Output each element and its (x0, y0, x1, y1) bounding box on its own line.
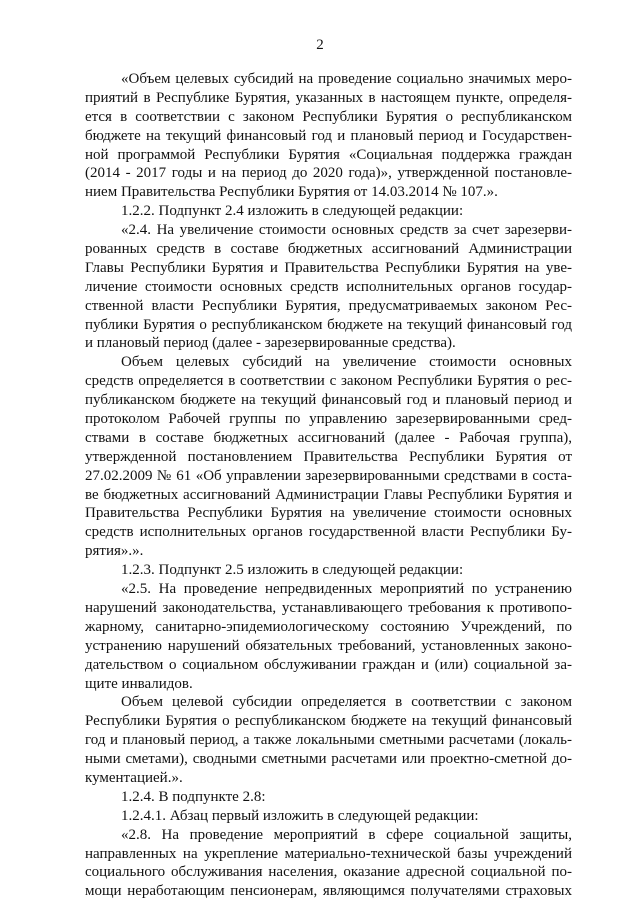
text-line: 1.2.4. В подпункте 2.8: (121, 788, 266, 805)
text-line: устранению нарушений обязательных требований, установленных законо- (85, 637, 572, 654)
text-line: бюджете на текущий финансовый год и плановый период и Государствен- (85, 127, 572, 144)
text-line: Республики Бурятия о республиканском бюджете на текущий финансовый (85, 713, 572, 730)
text-line: нарушений законодательства, устанавливающего требования к противопо- (85, 599, 572, 616)
text-line: жарному, санитарно-эпидемиологическому состоянию Учреждений, по (85, 618, 572, 635)
text-line: публики Бурятия о республиканском бюджете на текущий финансовый год (85, 316, 572, 333)
text-line: 27.02.2009 № 61 «Об управлении зарезервированными средствами в соста- (85, 467, 572, 484)
page-number: 2 (316, 37, 324, 53)
text-line: и плановый период (далее - зарезервированные средства). (85, 335, 456, 352)
text-line: 1.2.3. Подпункт 2.5 изложить в следующей редакции: (121, 562, 464, 579)
text-line: ствами в составе бюджетных ассигнований (далее - Рабочая группа), (85, 429, 572, 446)
text-line: средств исполнительных органов государственной власти Республики Бу- (85, 524, 572, 541)
text-line: ственной власти Республики Бурятия, предусматриваемых законом Рес- (85, 297, 572, 314)
text-line: «2.4. На увеличение стоимости основных средств за счет зарезерви- (121, 222, 572, 239)
text-line: «Объем целевых субсидий на проведение социально значимых меро- (121, 71, 572, 87)
text-line: Объем целевых субсидий на увеличение стоимости основных (121, 354, 572, 371)
text-line: утвержденной постановлением Правительства Республики Бурятия от (85, 448, 572, 465)
text-line: кументацией.». (85, 769, 183, 786)
text-line: нием Правительства Республики Бурятия от 14.03.2014 № 107.». (85, 184, 498, 201)
text-line: «2.5. На проведение непредвиденных мероприятий по устранению (121, 581, 572, 598)
text-line: средств определяется в соответствии с законом Республики Бурятия о рес- (85, 373, 572, 390)
text-line: 1.2.2. Подпункт 2.4 изложить в следующей редакции: (121, 203, 464, 220)
document-body (85, 70, 572, 901)
text-line: рованных средств в составе бюджетных ассигнований Администрации (85, 241, 572, 258)
text-line: ется в соответствии с законом Республики Бурятия о республиканском (85, 108, 572, 125)
text-line: «2.8. На проведение мероприятий в сфере социальной защиты, (121, 826, 572, 843)
text-line: ной программой Республики Бурятия «Социальная поддержка граждан (85, 146, 572, 163)
text-line: направленных на укрепление материально-технической базы учреждений (85, 845, 572, 862)
text-line: щите инвалидов. (85, 675, 193, 692)
text-line: личение стоимости основных средств исполнительных органов государ- (85, 278, 572, 295)
text-line: год и плановый период, а также локальными сметными расчетами (локаль- (85, 732, 572, 749)
text-line: ве бюджетных ассигнований Администрации Главы Республики Бурятия и (85, 486, 572, 503)
text-line: 1.2.4.1. Абзац первый изложить в следующей редакции: (121, 807, 479, 824)
text-line: публиканском бюджете на текущий финансовый год и плановый период и (85, 392, 572, 409)
text-line: Правительства Республики Бурятия на увеличение стоимости основных (85, 505, 572, 522)
text-line: социального обслуживания населения, оказание адресной социальной по- (85, 864, 572, 881)
text-line: рятия».». (85, 543, 144, 560)
text-line: ными сметами), сводными сметными расчетами или проектно-сметной до- (85, 751, 572, 768)
text-line: Главы Республики Бурятия и Правительства Республики Бурятия на уве- (85, 259, 572, 276)
text-line: (2014 - 2017 годы и на период до 2020 года)», утвержденной постановле- (85, 165, 572, 182)
text-line: дательством о социальном обслуживании граждан и (или) социальной за- (85, 656, 572, 673)
text-line: Объем целевой субсидии определяется в соответствии с законом (121, 694, 572, 711)
text-line: приятий в Республике Бурятия, указанных в настоящем пункте, определя- (85, 89, 572, 106)
text-line: мощи неработающим пенсионерам, являющимся получателями страховых (85, 883, 572, 900)
text-line: протоколом Рабочей группы по управлению зарезервированными сред- (85, 411, 572, 428)
